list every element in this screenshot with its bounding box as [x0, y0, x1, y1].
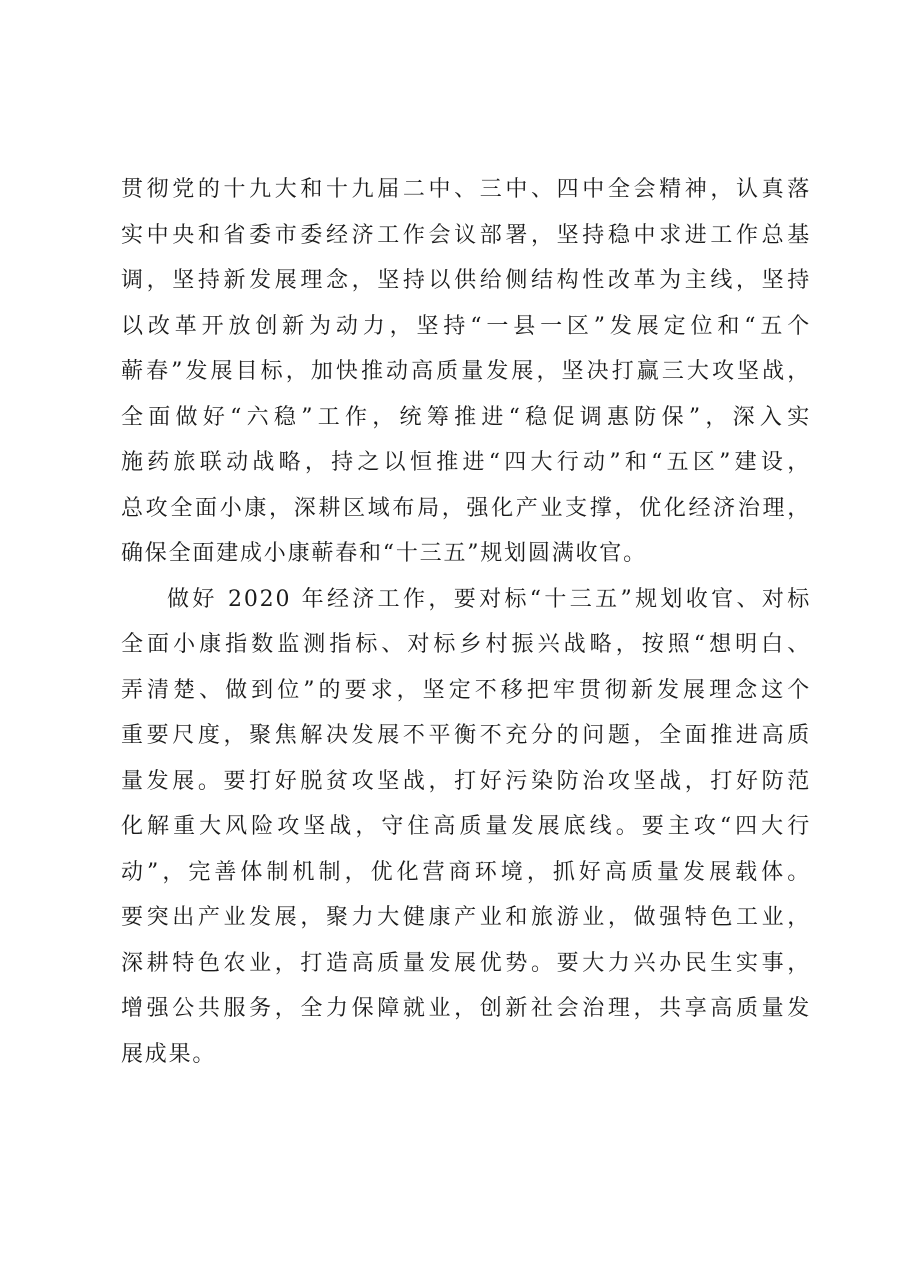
text-line: 全面做好“六稳”工作，统筹推进“稳促调惠防保”，深入实 — [121, 404, 811, 430]
text-line: 动”，完善体制机制，优化营商环境，抓好高质量发展载体。 — [121, 859, 811, 885]
text-line: 调，坚持新发展理念，坚持以供给侧结构性改革为主线，坚持 — [121, 268, 811, 293]
document-body — [121, 167, 811, 1077]
text-line: 总攻全面小康，深耕区域布局，强化产业支撑，优化经济治理， — [121, 495, 811, 521]
text-line: 量发展。要打好脱贫攻坚战，打好污染防治攻坚战，打好防范 — [121, 768, 811, 794]
text-line: 弄清楚、做到位”的要求，坚定不移把牢贯彻新发展理念这个 — [121, 677, 811, 703]
text-line: 施药旅联动战略，持之以恒推进“四大行动”和“五区”建设， — [121, 450, 811, 475]
text-line: 展成果。 — [121, 1041, 217, 1067]
text-line: 要突出产业发展，聚力大健康产业和旅游业，做强特色工业， — [121, 905, 811, 930]
text-line: 深耕特色农业，打造高质量发展优势。要大力兴办民生实事， — [121, 950, 811, 976]
text-line: 做好 2020 年经济工作，要对标“十三五”规划收官、对标 — [167, 586, 811, 612]
text-line: 化解重大风险攻坚战，守住高质量发展底线。要主攻“四大行 — [121, 814, 811, 839]
text-line: 重要尺度，聚焦解决发展不平衡不充分的问题，全面推进高质 — [121, 723, 811, 748]
text-line: 以改革开放创新为动力，坚持“一县一区”发展定位和“五个 — [121, 313, 811, 339]
text-line: 确保全面建成小康蕲春和“十三五”规划圆满收官。 — [121, 541, 647, 566]
text-line: 蕲春”发展目标，加快推动高质量发展，坚决打赢三大攻坚战， — [121, 359, 811, 384]
paragraph-1 — [121, 167, 811, 577]
text-line: 贯彻党的十九大和十九届二中、三中、四中全会精神，认真落 — [121, 177, 811, 202]
text-line: 全面小康指数监测指标、对标乡村振兴战略，按照“想明白、 — [121, 632, 811, 657]
paragraph-2 — [121, 577, 811, 1078]
text-line: 实中央和省委市委经济工作会议部署，坚持稳中求进工作总基 — [121, 222, 811, 248]
text-line: 增强公共服务，全力保障就业，创新社会治理，共享高质量发 — [121, 996, 811, 1021]
